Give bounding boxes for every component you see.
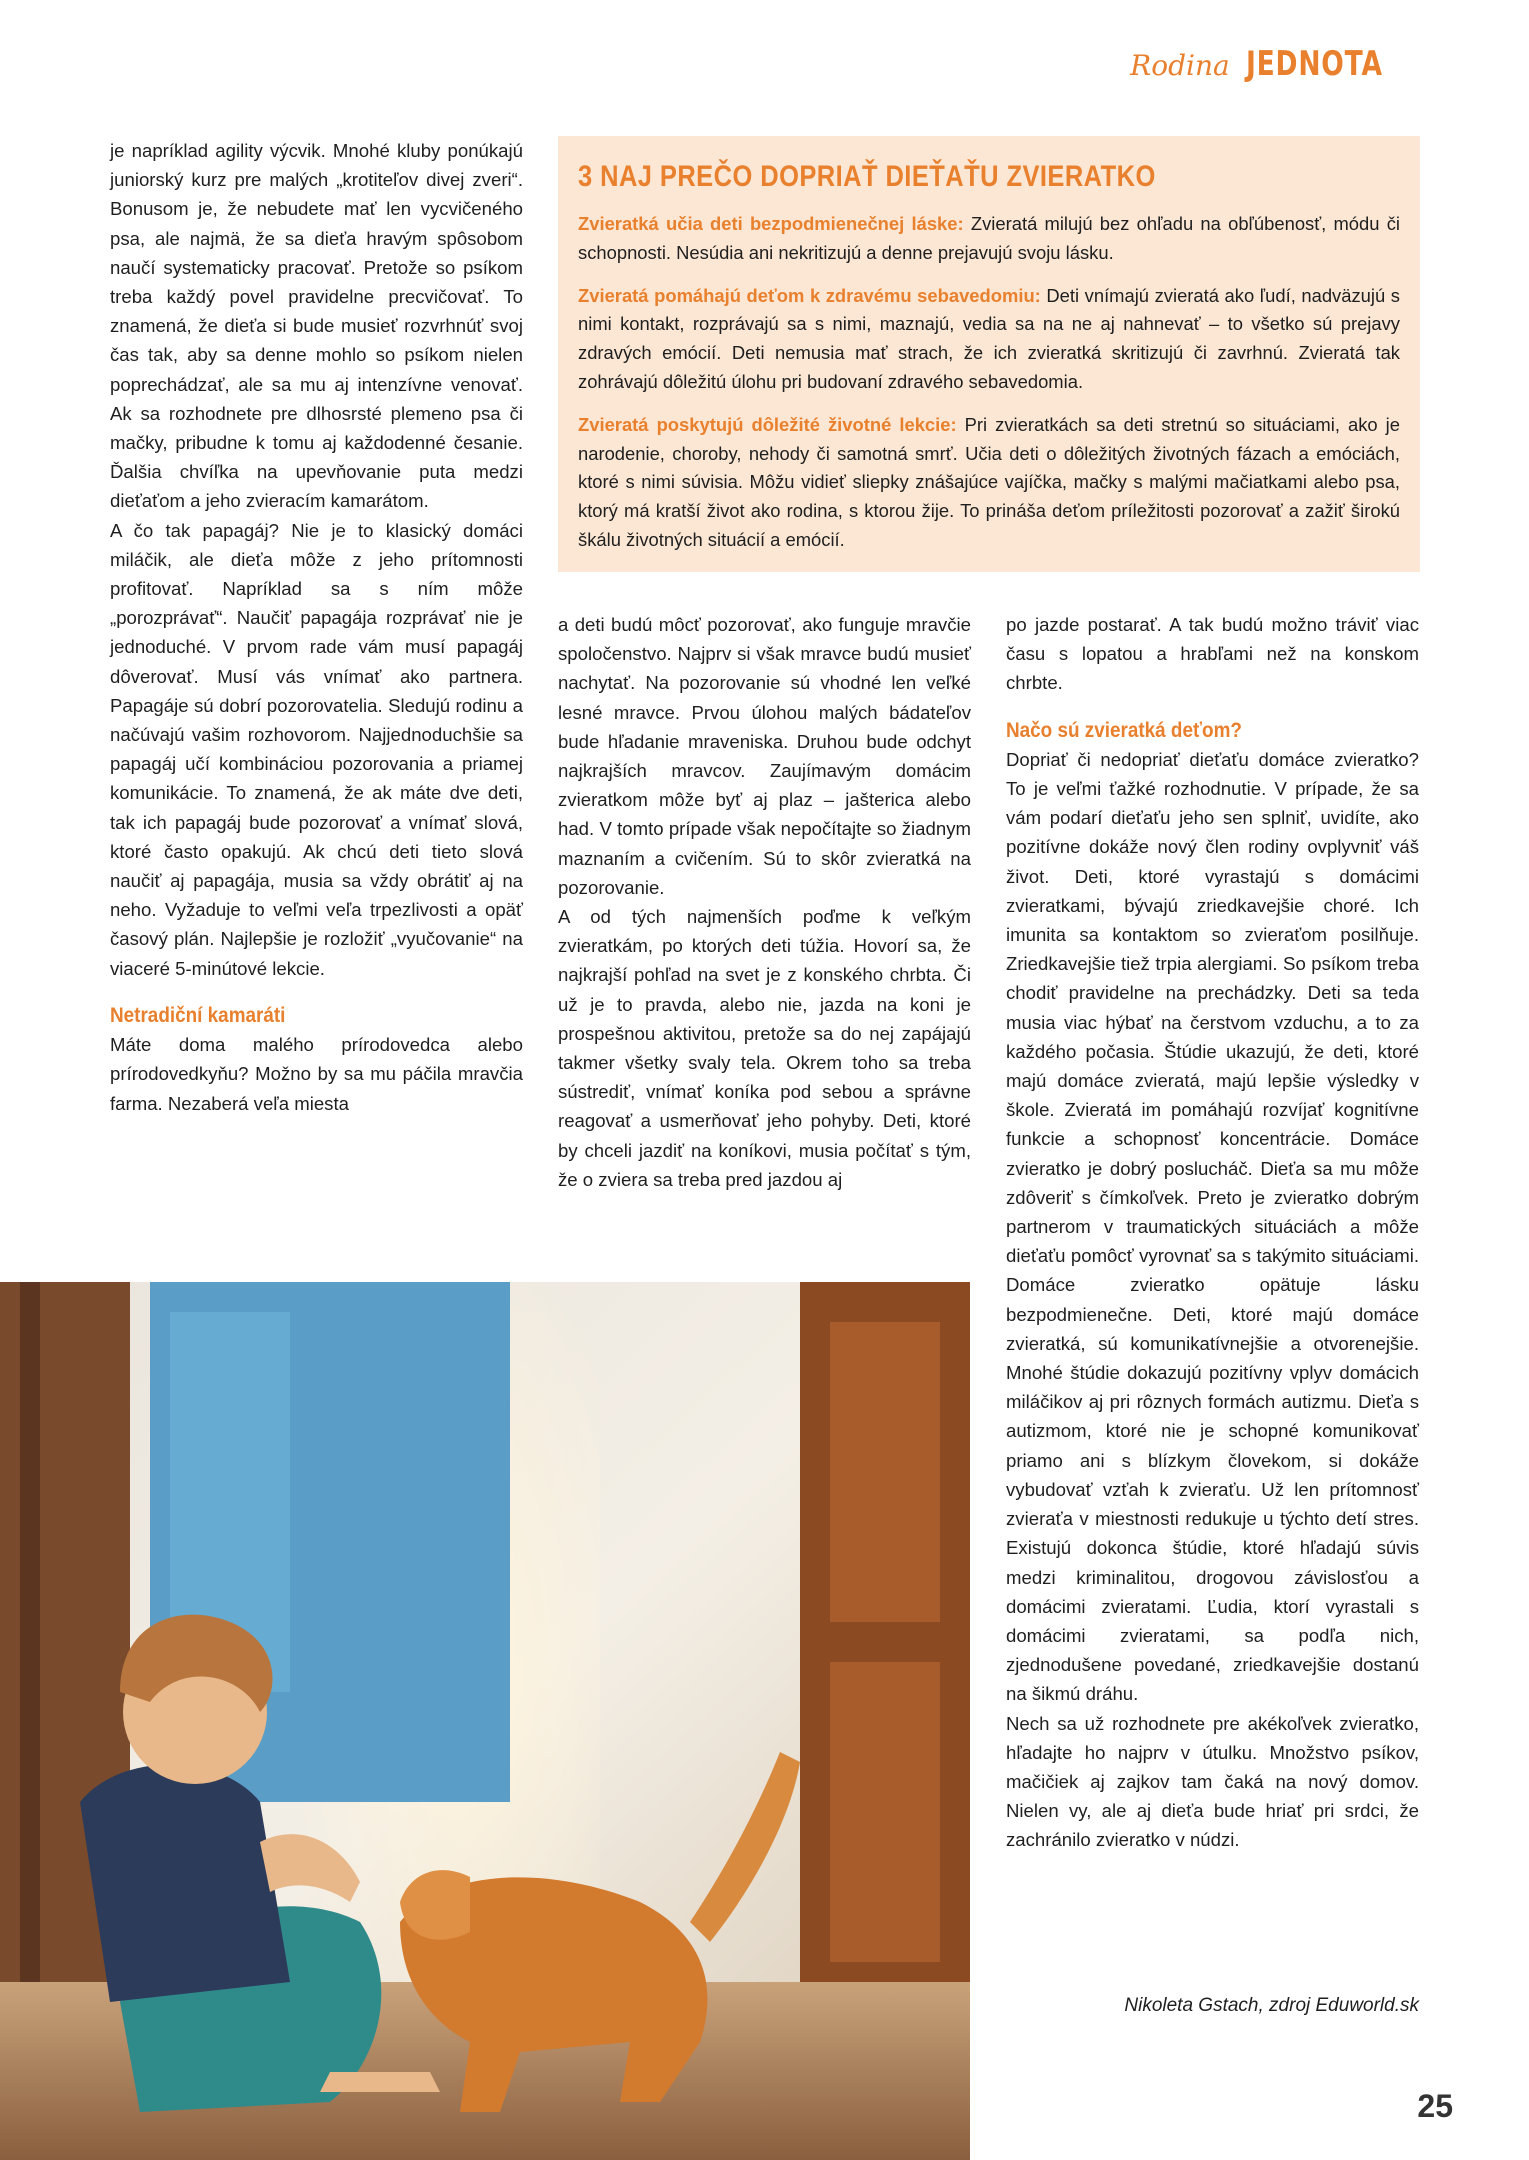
- column-2: [558, 610, 971, 1194]
- paragraph: je napríklad agility výcvik. Mnohé kluby ponúkajú juniorský kurz pre malých „krotiteľov divej zveri“. Bonusom je, že nebudete mať len vycvičeného psa, ale najmä, že sa dieťa hravým spôsobom naučí systematicky pracovať. Pretože so psíkom treba každý povel pravidelne precvičovať. To znamená, že dieťa si bude musieť rozvrhnúť svoj čas tak, aby sa denne mohlo so psíkom nielen poprechádzať, ale sa mu aj intenzívne venovať. Ak sa rozhodnete pre dlhosrsté plemeno psa či mačky, pribudne k tomu aj každodenné česanie. Ďalšia chvíľka na upevňovanie puta medzi dieťaťom a jeho zvieracím kamarátom.: [110, 140, 523, 512]
- paragraph: Nech sa už rozhodnete pre akékoľvek zvieratko, hľadajte ho najprv v útulku. Množstvo psíkov, mačičiek aj zajkov tam čaká na nový domov. Nielen vy, ale aj dieťa bude hriať pri srdci, že zachránilo zvieratko v núdzi.: [1006, 1712, 1419, 1851]
- paragraph: A od tých najmenších poďme k veľkým zvieratkám, po ktorých deti túžia. Hovorí sa, že najkrajší pohľad na svet je z konského chrbta. Či už je to pravda, alebo nie, jazda na koni je prospešnou aktivitou, pretože sa do nej zapájajú takmer všetky svaly tela. Okrem toho sa treba sústrediť, vnímať koníka pod sebou a správne reagovať a usmerňovať jeho pohyby. Deti, ktoré by chceli jazdiť na koníkovi, musia počítať s tým, že o zviera sa treba pred jazdou aj: [558, 906, 971, 1190]
- info-item-lead: Zvieratá poskytujú dôležité životné lekcie:: [578, 413, 957, 435]
- info-item-text: Zvieratá milujú bez ohľadu na obľúbenosť, módu či schopnosti. Nesúdia ani nekritizujú a denne prejavujú svoju lásku.: [578, 213, 1400, 263]
- child-with-cat-photo: [0, 1282, 970, 2160]
- info-item-lead: Zvieratká učia deti bezpodmienečnej láske:: [578, 213, 964, 234]
- paragraph: a deti budú môcť pozorovať, ako funguje mravčie spoločenstvo. Najprv si však mravce budú musieť nachytať. Na pozorovanie sú vhodné len veľké lesné mravce. Prvou úlohou malých bádateľov bude hľadanie mraveniska. Druhou bude odchyt najkrajších mravcov. Zaujímavým domácim zvieratkom môže byť aj plaz – jašterica alebo had. V tomto prípade však nepočítajte so žiadnym maznaním a cvičením. Sú to skôr zvieratká na pozorovanie.: [558, 614, 971, 898]
- paragraph: Máte doma malého prírodovedca alebo prírodovedkyňu? Možno by sa mu páčila mravčia farma. Nezaberá veľa miesta: [110, 1034, 523, 1114]
- info-item-text: Pri zvieratkách sa deti stretnú so situáciami, ako je narodenie, choroby, nehody či samotná smrť. Učia deti o dôležitých životných fázach a emóciách, ktoré s nimi súvisia. Môžu vidieť sliepky znášajúce vajíčka, mačky s malými mačiatkami alebo psa, ktorý má kratší život ako rodina, s ktorou žije. To prináša deťom príležitosti pozorovať a zažiť širokú škálu životných situácií a emócií.: [578, 413, 1400, 550]
- column-3: [1006, 610, 1419, 1855]
- author-signature: Nikoleta Gstach, zdroj Eduworld.sk: [1124, 1995, 1419, 2016]
- magazine-logo: JEDNOTA: [1245, 44, 1383, 84]
- info-item-text: Deti vnímajú zvieratá ako ľudí, nadväzujú s nimi kontakt, rozprávajú sa s nimi, maznajú, vedia sa na ne aj nahnevať – to všetko sú prejavy zdravých emócií. Deti nemusia mať strach, že ich zvieratká skritizujú či zavrhnú. Zvieratá tak zohrávajú dôležitú úlohu pri budovaní zdravého sebavedomia.: [578, 284, 1400, 392]
- section-heading: Netradiční kamaráti: [110, 1003, 286, 1027]
- paragraph: A čo tak papagáj? Nie je to klasický domáci miláčik, ale dieťa môže z jeho prítomnosti profitovať. Napríklad sa s ním môže „porozprávať“. Naučiť papagája rozprávať nie je jednoduché. V prvom rade vám musí papagáj dôverovať. Musí vás vnímať ako partnera. Papagáje sú dobrí pozorovatelia. Sledujú rodinu a načúvajú vašim rozhovorom. Najjednoduchšie sa papagáj učí kombináciou pozorovania a priamej komunikácie. To znamená, že ak máte dve deti, tak ich papagáj bude pozorovať a vnímať slová, ktoré často opakujú. Ak chcú deti tieto slová naučiť aj papagája, musia sa vždy obrátiť aj na neho. Vyžaduje to veľmi veľa trpezlivosti a opäť časový plán. Najlepšie je rozložiť „vyučovanie“ na viaceré 5-minútové lekcie.: [110, 519, 523, 979]
- paragraph: po jazde postarať. A tak budú možno tráviť viac času s lopatou a hrabľami než na konskom chrbte.: [1006, 614, 1419, 694]
- section-heading: Načo sú zvieratká deťom?: [1006, 718, 1242, 742]
- section-label: Rodina: [1130, 49, 1230, 82]
- info-item: [578, 411, 1400, 555]
- page-header: [1130, 44, 1421, 84]
- info-box-title: 3 NAJ PREČO DOPRIAŤ DIEŤAŤU ZVIERATKO: [578, 160, 1156, 193]
- info-box: [558, 136, 1420, 572]
- paragraph: Dopriať či nedopriať dieťaťu domáce zvieratko? To je veľmi ťažké rozhodnutie. V prípade, že sa vám podarí dieťaťu jeho sen splniť, uvidíte, ako pozitívne dokáže nový člen rodiny ovplyvniť váš život. Deti, ktoré vyrastajú s domácimi zvieratkami, bývajú zriedkavejšie choré. Ich imunita sa kontaktom so zvieraťom posilňuje. Zriedkavejšie tiež trpia alergiami. So psíkom treba chodiť pravidelne na prechádzky. Deti sa teda musia viac hýbať na čerstvom vzduchu, a to za každého počasia. Štúdie ukazujú, že deti, ktoré majú domáce zvieratá, majú lepšie výsledky v škole. Zvieratá im pomáhajú rozvíjať kognitívne funkcie a schopnosť koncentrácie. Domáce zvieratko je dobrý poslucháč. Dieťa sa mu môže zdôveriť s čímkoľvek. Preto je zvieratko dobrým partnerom v traumatických situáciách a môže dieťaťu pomôcť vyrovnať sa s takýmito situáciami. Domáce zvieratko opätuje lásku bezpodmienečne. Deti, ktoré majú domáce zvieratká, sú komunikatívnejšie a otvorenejšie. Mnohé štúdie dokazujú pozitívny vplyv domácich miláčikov aj pri rôznych formách autizmu. Dieťa s autizmom, ktoré nie je schopné komunikovať priamo ani s blízkym človekom, si dokáže vybudovať vzťah k zvieraťu. Už len prítomnosť zvieraťa v miestnosti redukuje u týchto detí stres. Existujú dokonca štúdie, ktoré hľadajú súvis medzi kriminalitou, drogovou závislosťou a domácimi zvieratami. Ľudia, ktorí vyrastali s domácimi zvieratami, sa podľa nich, zjednodušene povedané, zriedkavejšie dostanú na šikmú dráhu.: [1006, 748, 1419, 1705]
- page-number: 25: [1417, 2088, 1453, 2124]
- info-item: [578, 282, 1400, 397]
- column-1: [110, 136, 523, 1118]
- info-item-lead: Zvieratá pomáhajú deťom k zdravému sebavedomiu:: [578, 284, 1041, 306]
- info-item: [578, 210, 1400, 268]
